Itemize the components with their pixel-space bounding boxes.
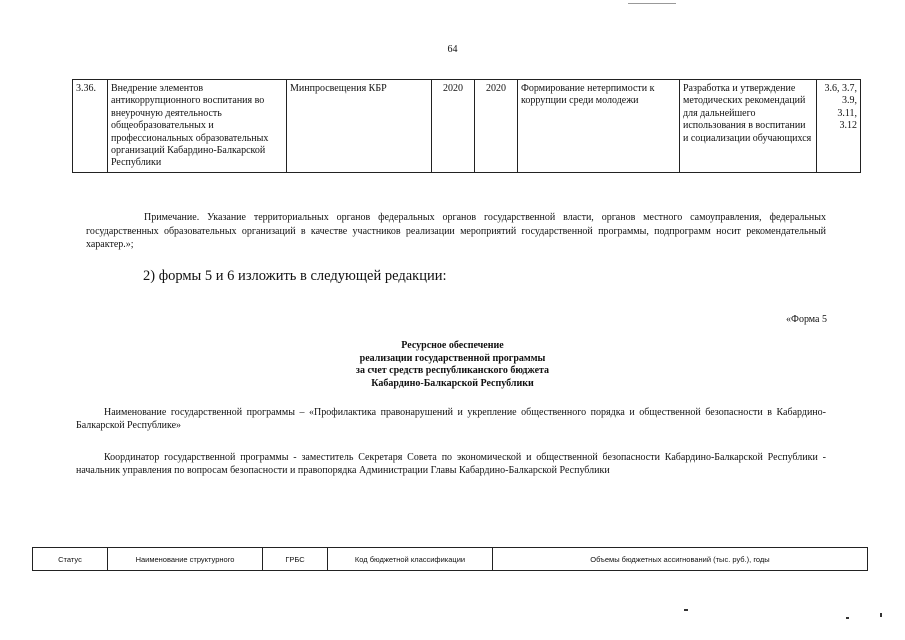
program-name-paragraph xyxy=(76,406,826,432)
measure-content-cell: Разработка и утверждение методических рекомендаций для дальнейшего использования в воспитании и социализации обучающихся xyxy=(680,80,817,173)
coordinator-text: Координатор государственной программы - заместитель Секретаря Совета по экономической и общественной безопасности Кабардино-Балкарской Республики - начальник управления по вопросам безопасности и правопорядка Администрации Главы Кабардино-Балкарской Республики xyxy=(76,452,826,476)
note-paragraph xyxy=(86,211,826,252)
scan-speck xyxy=(846,617,849,619)
note-text: Указание территориальных органов федеральных органов государственной власти, органов местного самоуправления, федеральных государственных образовательных организаций в качестве участников реализации мероприятий государственной программы, подпрограмм носит рекомендательный характер.»; xyxy=(86,212,826,250)
title-line: за счет средств республиканского бюджета xyxy=(355,365,550,376)
header-structural-name: Наименование структурного xyxy=(108,548,263,571)
amendment-item: 2) формы 5 и 6 изложить в следующей редакции: xyxy=(143,268,447,284)
measures-table-row xyxy=(72,79,861,173)
year-start-cell: 2020 xyxy=(432,80,475,173)
row-number-cell: 3.36. xyxy=(73,80,108,173)
coordinator-paragraph xyxy=(76,451,826,477)
header-budget-code: Код бюджетной классификации xyxy=(328,548,493,571)
measure-name-cell: Внедрение элементов антикоррупционного воспитания во внеурочную деятельность общеобразовательных и профессиональных образовательных организаций Кабардино-Балкарской Республики xyxy=(108,80,287,173)
title-line: Кабардино-Балкарской Республики xyxy=(371,377,534,389)
title-line: реализации государственной программы xyxy=(359,352,546,364)
note-label: Примечание. xyxy=(144,212,200,223)
header-status: Статус xyxy=(33,548,108,571)
scan-speck xyxy=(684,609,688,611)
scan-speck xyxy=(880,613,882,617)
expected-result-cell: Формирование нетерпимости к коррупции среди молодежи xyxy=(518,80,680,173)
year-end-cell: 2020 xyxy=(475,80,518,173)
title-line: Ресурсное обеспечение xyxy=(401,340,504,351)
page-number: 64 xyxy=(447,44,458,55)
indicator-links-cell: 3.6, 3.7, 3.9, 3.11, 3.12 xyxy=(817,80,861,173)
resource-table-header xyxy=(32,547,868,571)
table-header-row xyxy=(33,548,868,571)
executor-cell: Минпросвещения КБР xyxy=(287,80,432,173)
header-budget-volumes: Объемы бюджетных ассигнований (тыс. руб.), годы xyxy=(493,548,868,571)
program-name-text: Наименование государственной программы – «Профилактика правонарушений и укрепление общественного порядка и общественной безопасности в Кабардино-Балкарской Республике» xyxy=(76,407,826,431)
form-label: «Форма 5 xyxy=(786,314,827,325)
scan-speck xyxy=(628,3,676,4)
table-row xyxy=(73,80,861,173)
document-title xyxy=(0,340,905,390)
header-grbs: ГРБС xyxy=(263,548,328,571)
